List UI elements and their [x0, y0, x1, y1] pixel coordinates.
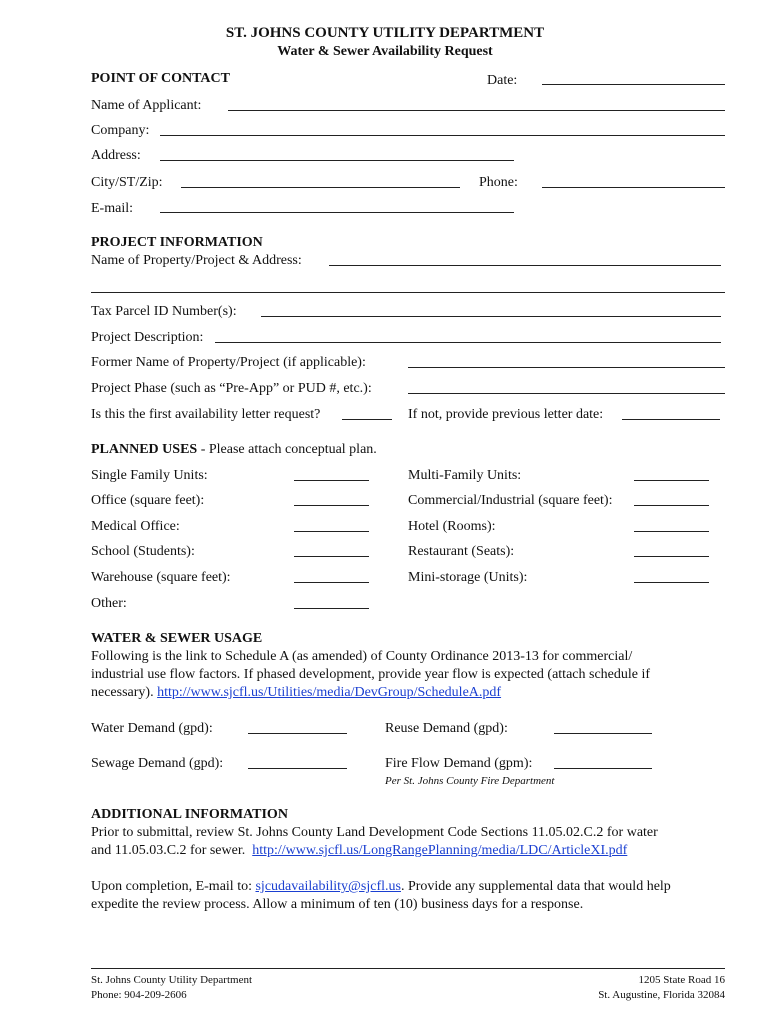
contact-heading: POINT OF CONTACT [91, 71, 230, 86]
footer-city: St. Augustine, Florida 32084 [598, 989, 725, 1001]
footer-divider [91, 968, 725, 969]
applicant-field[interactable] [228, 110, 725, 111]
reuse-demand-label: Reuse Demand (gpd): [385, 721, 508, 736]
email-label: E-mail: [91, 201, 133, 216]
phase-field[interactable] [408, 393, 725, 394]
fire-flow-note: Per St. Johns County Fire Department [385, 775, 555, 787]
footer-street: 1205 State Road 16 [638, 974, 725, 986]
tax-parcel-label: Tax Parcel ID Number(s): [91, 304, 237, 319]
single-family-label: Single Family Units: [91, 468, 208, 483]
first-request-field[interactable] [342, 419, 392, 420]
commercial-field[interactable] [634, 505, 709, 506]
additional-line1: Prior to submittal, review St. Johns County Land Development Code Sections 11.05.02.C.2 for water [91, 825, 658, 840]
warehouse-label: Warehouse (square feet): [91, 570, 231, 585]
ldc-article-link[interactable]: http://www.sjcfl.us/LongRangePlanning/media/LDC/ArticleXI.pdf [252, 843, 628, 858]
form-title: Water & Sewer Availability Request [277, 44, 493, 59]
project-name-field[interactable] [329, 265, 721, 266]
footer-org: St. Johns County Utility Department [91, 974, 253, 986]
sewage-demand-field[interactable] [248, 768, 347, 769]
address-field[interactable] [160, 160, 514, 161]
other-field[interactable] [294, 608, 369, 609]
project-address-field[interactable] [91, 292, 725, 293]
sewage-demand-label: Sewage Demand (gpd): [91, 756, 224, 771]
company-field[interactable] [160, 135, 725, 136]
phone-field[interactable] [542, 187, 725, 188]
warehouse-field[interactable] [294, 582, 369, 583]
footer-phone: Phone: 904-209-2606 [91, 989, 187, 1001]
hotel-label: Hotel (Rooms): [408, 519, 496, 534]
restaurant-field[interactable] [634, 556, 709, 557]
company-label: Company: [91, 123, 150, 138]
city-field[interactable] [181, 187, 460, 188]
school-field[interactable] [294, 556, 369, 557]
city-label: City/ST/Zip: [91, 175, 163, 190]
multi-family-label: Multi-Family Units: [408, 468, 522, 483]
phase-label: Project Phase (such as “Pre-App” or PUD #, etc.): [91, 381, 372, 396]
submission-email-link[interactable]: sjcudavailability@sjcfl.us [255, 879, 401, 894]
water-demand-field[interactable] [248, 733, 347, 734]
previous-date-label: If not, provide previous letter date: [408, 407, 604, 422]
former-name-field[interactable] [408, 367, 725, 368]
other-label: Other: [91, 596, 127, 611]
description-label: Project Description: [91, 330, 204, 345]
email-field[interactable] [160, 212, 514, 213]
tax-parcel-field[interactable] [261, 316, 721, 317]
applicant-label: Name of Applicant: [91, 98, 202, 113]
medical-label: Medical Office: [91, 519, 180, 534]
fire-flow-field[interactable] [554, 768, 652, 769]
date-field[interactable] [542, 84, 725, 85]
address-label: Address: [91, 148, 141, 163]
single-family-field[interactable] [294, 480, 369, 481]
fire-flow-label: Fire Flow Demand (gpm): [385, 756, 533, 771]
additional-line2: and 11.05.03.C.2 for sewer. http://www.sjcfl.us/LongRangePlanning/media/LDC/ArticleXI.pdf [91, 843, 628, 858]
planned-uses-heading: PLANNED USES - Please attach conceptual plan. [91, 442, 377, 457]
office-label: Office (square feet): [91, 493, 205, 508]
former-name-label: Former Name of Property/Project (if applicable): [91, 355, 366, 370]
first-request-label: Is this the first availability letter request? [91, 407, 321, 422]
project-name-label: Name of Property/Project & Address: [91, 253, 302, 268]
restaurant-label: Restaurant (Seats): [408, 544, 515, 559]
commercial-label: Commercial/Industrial (square feet): [408, 493, 613, 508]
schedule-a-link[interactable]: http://www.sjcfl.us/Utilities/media/DevGroup/ScheduleA.pdf [157, 685, 502, 700]
water-demand-label: Water Demand (gpd): [91, 721, 213, 736]
water-para-line1: Following is the link to Schedule A (as amended) of County Ordinance 2013-13 for commercial/ [91, 649, 633, 664]
hotel-field[interactable] [634, 531, 709, 532]
water-para-line3: necessary). http://www.sjcfl.us/Utilities/media/DevGroup/ScheduleA.pdf [91, 685, 502, 700]
medical-field[interactable] [294, 531, 369, 532]
water-heading: WATER & SEWER USAGE [91, 631, 263, 646]
office-field[interactable] [294, 505, 369, 506]
description-field[interactable] [215, 342, 721, 343]
reuse-demand-field[interactable] [554, 733, 652, 734]
date-label: Date: [487, 73, 518, 88]
water-para-line2: industrial use flow factors. If phased development, provide year flow is expected (attach schedule if [91, 667, 651, 682]
previous-date-field[interactable] [622, 419, 720, 420]
project-heading: PROJECT INFORMATION [91, 235, 263, 250]
mini-storage-field[interactable] [634, 582, 709, 583]
mini-storage-label: Mini-storage (Units): [408, 570, 528, 585]
phone-label: Phone: [479, 175, 518, 190]
department-title: ST. JOHNS COUNTY UTILITY DEPARTMENT [225, 25, 545, 41]
school-label: School (Students): [91, 544, 195, 559]
review-process-line: expedite the review process. Allow a minimum of ten (10) business days for a response. [91, 897, 584, 912]
additional-heading: ADDITIONAL INFORMATION [91, 807, 288, 822]
email-instruction-line: Upon completion, E-mail to: sjcudavailability@sjcfl.us. Provide any supplemental data that would help [91, 879, 671, 894]
multi-family-field[interactable] [634, 480, 709, 481]
